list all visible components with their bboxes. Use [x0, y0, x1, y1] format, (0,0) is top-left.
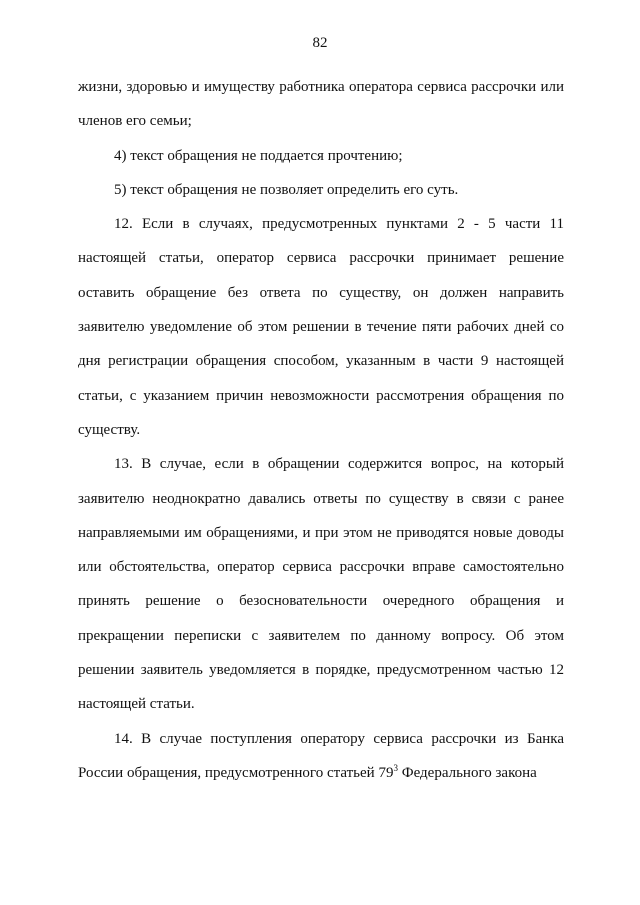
article-superscript: 3 — [393, 762, 398, 773]
document-body — [78, 70, 564, 790]
list-item-5: 5) текст обращения не позволяет определить его суть. — [114, 181, 459, 198]
paragraph-clause-13: 13. В случае, если в обращении содержится вопрос, на который заявителю неоднократно давались ответы по существу в связи с ранее направляемыми им обращениями, и при этом не приводятся новые доводы или обстоятельства, оператор сервиса рассрочки вправе самостоятельно принять решение о безосновательности очередного обращения и прекращении переписки с заявителем по данному вопросу. Об этом решении заявитель уведомляется в порядке, предусмотренном частью 12 настоящей статьи. — [78, 456, 564, 713]
page-number: 82 — [312, 35, 328, 51]
clause-14-text: 14. В случае поступления оператору сервиса рассрочки из Банка России обращения, предусмотренного статьей 79 — [78, 730, 564, 781]
paragraph-clause-12: 12. Если в случаях, предусмотренных пунктами 2 - 5 части 11 настоящей статьи, оператор сервиса рассрочки принимает решение оставить обращение без ответа по существу, он должен направить заявителю уведомление об этом решении в течение пяти рабочих дней со дня регистрации обращения способом, указанным в части 9 настоящей статьи, с указанием причин невозможности рассмотрения обращения по существу. — [78, 216, 564, 438]
paragraph-continuation: жизни, здоровью и имуществу работника оператора сервиса рассрочки или членов его семьи; — [78, 79, 564, 130]
list-item-4: 4) текст обращения не поддается прочтению; — [114, 147, 403, 164]
clause-14-text-end: Федерального закона — [397, 764, 537, 781]
paragraph-clause-14 — [78, 722, 564, 791]
